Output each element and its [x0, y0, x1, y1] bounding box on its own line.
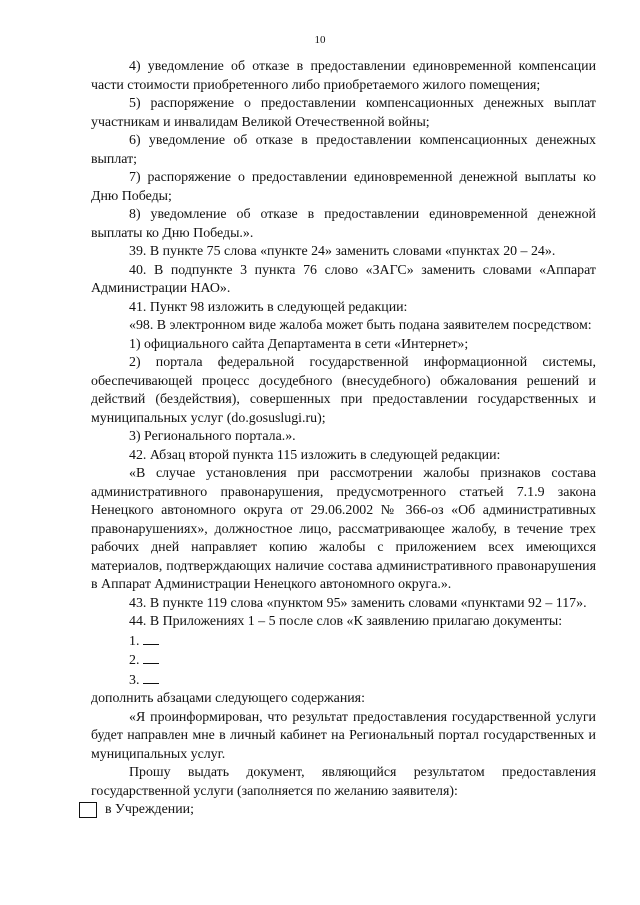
paragraph-98-item-2: 2) портала федеральной государственной информационной системы, обеспечивающей процесс досудебного (внесудебного) обжалования решений и действий (бездействия), совершенных при предоставлении государственных и муниципальных услуг (do.gosuslugi.ru); — [91, 355, 596, 426]
paragraph-item-4: 4) уведомление об отказе в предоставлении единовременной компенсации части стоимости приобретенного либо приобретаемого жилого помещения; — [91, 59, 596, 93]
list-item-number: 1. — [129, 633, 140, 649]
paragraph-item-5: 5) распоряжение о предоставлении компенсационных денежных выплат участникам и инвалидам Великой Отечественной войны; — [91, 96, 596, 130]
paragraph-item-7: 7) распоряжение о предоставлении единовременной денежной выплаты ко Дню Победы; — [91, 170, 596, 204]
list-item — [91, 651, 596, 671]
paragraph-44: 44. В Приложениях 1 – 5 после слов «К заявлению прилагаю документы: — [129, 614, 563, 629]
list-item — [91, 632, 596, 652]
paragraph-informed: «Я проинформирован, что результат предоставления государственной услуги будет направлен мне в личный кабинет на Региональный портал государственных и муниципальных услуг. — [91, 709, 596, 762]
paragraph-39: 39. В пункте 75 слова «пункте 24» заменить словами «пунктах 20 – 24». — [129, 244, 556, 259]
list-item-number: 2. — [129, 653, 140, 668]
paragraph-request: Прошу выдать документ, являющийся результатом предоставления государственной услуги (заполняется по желанию заявителя): — [91, 765, 596, 799]
paragraph-41: 41. Пункт 98 изложить в следующей редакции: — [129, 299, 408, 315]
paragraph-43: 43. В пункте 119 слова «пунктом 95» заменить словами «пунктами 92 – 117». — [129, 595, 587, 611]
paragraph-98-item-3: 3) Регионального портала.». — [129, 429, 296, 444]
checkbox-label: в Учреждении; — [105, 802, 194, 817]
paragraph-115-text: «В случае установления при рассмотрении жалобы признаков состава административного правонарушения, предусмотренного статьей 7.1.9 закона Ненецкого автономного округа от 29.06.2002 № 366-оз «Об административных правонарушениях», должностное лицо, рассматривающее жалобу, в течение трех рабочих дней направляет копию жалобы с приложением всех имеющихся материалов, подтверждающих наличие состава административного правонарушения в Аппарат Администрации Ненецкого автономного округа.». — [91, 466, 596, 592]
paragraph-item-6: 6) уведомление об отказе в предоставлении компенсационных денежных выплат; — [91, 133, 596, 167]
document-body — [91, 58, 596, 820]
paragraph-98-item-1: 1) официального сайта Департамента в сети «Интернет»; — [129, 336, 469, 352]
paragraph-42: 42. Абзац второй пункта 115 изложить в следующей редакции: — [129, 447, 501, 463]
page-number: 10 — [314, 34, 326, 46]
paragraph-98-intro: «98. В электронном виде жалоба может быть подана заявителем посредством: — [129, 318, 592, 333]
list-item-number: 3. — [129, 672, 140, 688]
paragraph-supplement: дополнить абзацами следующего содержания: — [91, 691, 365, 706]
list-item — [91, 671, 596, 691]
paragraph-40: 40. В подпункте 3 пункта 76 слово «ЗАГС» заменить словами «Аппарат Администрации НАО». — [91, 262, 596, 296]
checkbox-option-institution — [91, 801, 596, 820]
paragraph-item-8: 8) уведомление об отказе в предоставлении единовременной денежной выплаты ко Дню Победы.». — [91, 207, 596, 241]
blank-line — [143, 671, 159, 684]
checkbox[interactable] — [79, 802, 97, 818]
blank-line — [143, 651, 159, 664]
blank-line — [143, 632, 159, 645]
